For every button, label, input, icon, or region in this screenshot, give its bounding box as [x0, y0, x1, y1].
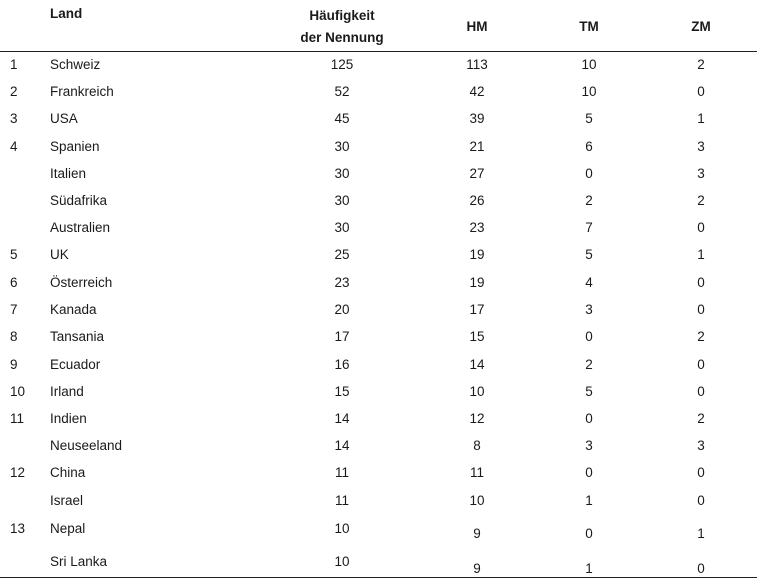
row-tm: 6 — [585, 139, 593, 154]
row-haeufigkeit: 20 — [334, 302, 350, 317]
row-tm: 2 — [585, 357, 593, 372]
row-tm: 4 — [585, 275, 593, 290]
row-rank: 9 — [10, 357, 18, 372]
row-haeufigkeit: 16 — [334, 357, 350, 372]
row-zm: 0 — [697, 275, 705, 290]
row-hm: 26 — [469, 193, 485, 208]
bottom-rule — [0, 577, 757, 578]
row-tm: 0 — [585, 166, 593, 181]
row-country: Tansania — [50, 329, 105, 344]
row-rank: 1 — [10, 57, 18, 72]
row-zm: 3 — [697, 139, 705, 154]
row-rank: 5 — [10, 247, 18, 262]
row-zm: 0 — [697, 561, 705, 576]
row-tm: 2 — [585, 193, 593, 208]
row-country: Kanada — [50, 302, 97, 317]
row-hm: 10 — [469, 493, 485, 508]
row-haeufigkeit: 30 — [334, 220, 350, 235]
row-tm: 0 — [585, 329, 593, 344]
row-country: Schweiz — [50, 57, 101, 72]
row-haeufigkeit: 30 — [334, 166, 350, 181]
header-rule — [0, 51, 757, 52]
row-zm: 2 — [697, 411, 705, 426]
row-haeufigkeit: 10 — [334, 554, 350, 569]
row-hm: 12 — [469, 411, 485, 426]
row-hm: 9 — [473, 561, 481, 576]
row-hm: 39 — [469, 111, 485, 126]
row-country: Österreich — [50, 275, 113, 290]
row-country: China — [50, 465, 86, 480]
header-haeufigkeit-line1: Häufigkeit — [309, 8, 375, 23]
row-tm: 7 — [585, 220, 593, 235]
row-country: Ecuador — [50, 357, 101, 372]
header-land: Land — [50, 6, 83, 21]
row-zm: 0 — [697, 493, 705, 508]
row-country: Neuseeland — [50, 438, 123, 453]
row-tm: 0 — [585, 526, 593, 541]
row-hm: 9 — [473, 526, 481, 541]
row-zm: 1 — [697, 247, 705, 262]
row-haeufigkeit: 25 — [334, 247, 350, 262]
header-tm: TM — [579, 19, 599, 34]
row-hm: 42 — [469, 84, 485, 99]
row-hm: 113 — [466, 57, 488, 72]
row-country: Nepal — [50, 521, 86, 536]
row-rank: 3 — [10, 111, 18, 126]
row-haeufigkeit: 52 — [334, 84, 350, 99]
row-zm: 1 — [697, 111, 705, 126]
row-tm: 10 — [581, 84, 597, 99]
row-country: Frankreich — [50, 84, 114, 99]
row-hm: 21 — [469, 139, 485, 154]
row-zm: 0 — [697, 220, 705, 235]
row-hm: 17 — [469, 302, 485, 317]
row-tm: 5 — [585, 247, 593, 262]
row-rank: 4 — [10, 139, 18, 154]
row-rank: 11 — [10, 411, 25, 426]
row-haeufigkeit: 17 — [334, 329, 350, 344]
row-tm: 3 — [585, 438, 593, 453]
row-haeufigkeit: 14 — [334, 411, 350, 426]
row-haeufigkeit: 125 — [330, 57, 354, 72]
row-haeufigkeit: 30 — [334, 193, 350, 208]
row-zm: 0 — [697, 357, 705, 372]
row-haeufigkeit: 11 — [334, 465, 349, 480]
row-country: USA — [50, 111, 78, 126]
row-country: Australien — [50, 220, 111, 235]
row-country: Italien — [50, 166, 87, 181]
row-country: Indien — [50, 411, 87, 426]
row-country: Israel — [50, 493, 84, 508]
header-zm: ZM — [691, 19, 711, 34]
row-tm: 1 — [585, 561, 593, 576]
row-zm: 3 — [697, 438, 705, 453]
row-zm: 0 — [697, 302, 705, 317]
row-hm: 19 — [469, 247, 485, 262]
row-haeufigkeit: 11 — [334, 493, 349, 508]
row-hm: 27 — [469, 166, 485, 181]
row-country: Spanien — [50, 139, 100, 154]
row-hm: 10 — [469, 384, 485, 399]
row-zm: 3 — [697, 166, 705, 181]
row-tm: 0 — [585, 411, 593, 426]
header-hm: HM — [466, 19, 488, 34]
row-hm: 11 — [469, 465, 484, 480]
row-zm: 2 — [697, 329, 705, 344]
row-country: Südafrika — [50, 193, 108, 208]
row-country: Sri Lanka — [50, 554, 108, 569]
row-hm: 15 — [469, 329, 485, 344]
row-country: UK — [50, 247, 69, 262]
row-zm: 2 — [697, 57, 705, 72]
row-hm: 8 — [473, 438, 481, 453]
header-haeufigkeit-line2: der Nennung — [300, 30, 384, 45]
row-rank: 12 — [10, 465, 26, 480]
row-haeufigkeit: 15 — [334, 384, 350, 399]
row-haeufigkeit: 30 — [334, 139, 350, 154]
row-tm: 1 — [585, 493, 593, 508]
row-rank: 6 — [10, 275, 18, 290]
row-haeufigkeit: 23 — [334, 275, 350, 290]
row-country: Irland — [50, 384, 84, 399]
row-zm: 0 — [697, 84, 705, 99]
row-rank: 13 — [10, 521, 26, 536]
row-haeufigkeit: 10 — [334, 521, 350, 536]
row-hm: 23 — [469, 220, 485, 235]
row-tm: 3 — [585, 302, 593, 317]
row-tm: 5 — [585, 384, 593, 399]
row-haeufigkeit: 14 — [334, 438, 350, 453]
row-zm: 0 — [697, 465, 705, 480]
row-haeufigkeit: 45 — [334, 111, 350, 126]
row-hm: 14 — [469, 357, 485, 372]
row-zm: 0 — [697, 384, 705, 399]
row-hm: 19 — [469, 275, 485, 290]
row-zm: 1 — [697, 526, 705, 541]
row-rank: 7 — [10, 302, 18, 317]
row-tm: 10 — [581, 57, 597, 72]
row-zm: 2 — [697, 193, 705, 208]
row-rank: 8 — [10, 329, 18, 344]
row-tm: 5 — [585, 111, 593, 126]
row-rank: 2 — [10, 84, 18, 99]
row-tm: 0 — [585, 465, 593, 480]
row-rank: 10 — [10, 384, 26, 399]
